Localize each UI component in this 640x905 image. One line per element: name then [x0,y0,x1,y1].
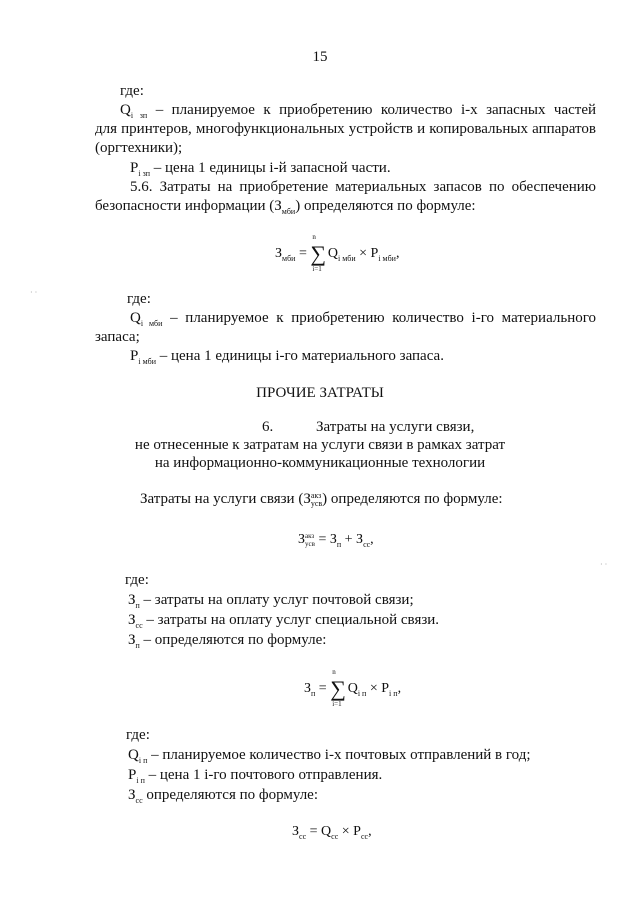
lhs: З [298,532,306,548]
lhs: З [275,246,283,261]
symbol-q-sub: i мби [140,319,163,328]
sub: мби [281,207,296,216]
formula-special [292,824,372,840]
q-sub: i мби [337,253,356,263]
section-6-number: 6. [262,419,274,435]
sigma: ∑ [330,676,346,701]
symbol-q: Q [120,102,131,118]
def-text: – цена 1 единицы i-й запасной части. [153,160,391,176]
def-q-mbi [130,309,596,327]
formula-postal [304,668,402,708]
symbol-p-sub: i мби [138,357,156,366]
def-z-special [128,611,439,629]
times: × [359,246,368,261]
sum-bottom: i=1 [332,700,342,708]
q: Q [327,246,338,261]
term2-sub: сс [363,540,371,550]
symbol-sub: сс [135,796,143,805]
def-q-postal [128,746,531,764]
section-6-title-line1: Затраты на услуги связи, [316,419,475,435]
p: P [353,824,361,839]
p-sub: i п [389,688,398,698]
q: Q [347,681,358,696]
section-6-title-line3: на информационно-коммуникационные технологии [154,455,486,471]
def-text: – планируемое к приобретению количество i-х запасных частей [155,102,597,118]
tail: , [370,532,374,548]
sub: усв [310,498,323,508]
p-sub: i мби [378,253,396,263]
formula-comm [298,532,374,548]
symbol: З [128,787,136,803]
heading-other-costs: ПРОЧИЕ ЗАТРАТЫ [256,385,384,401]
symbol-sub: п [135,601,140,610]
text: Затраты на услуги связи ( [140,491,304,507]
sup: акз [310,490,322,500]
where-label-3: где: [125,572,149,588]
symbol-p-sub: i зп [138,169,151,178]
q-sub: i п [357,688,367,698]
symbol: З [128,612,136,628]
plus: + [344,532,353,548]
section-5-6-line1: 5.6. Затраты на приобретение материальных запасов по обеспечению [130,179,596,195]
term2: З [356,532,364,548]
def-p-postal [128,766,382,784]
symbol-p: P [130,348,139,364]
symbol-sub: сс [135,621,143,630]
text: ) определяются по формуле: [295,198,476,214]
where-label-2: где: [127,291,151,307]
equals: = [318,681,327,696]
def-text: – затраты на оплату услуг почтовой связи; [143,592,414,608]
equals: = [318,532,327,548]
lhs-sub: мби [282,253,296,263]
symbol: З [303,491,311,507]
page-number: 15 [312,49,328,65]
def-text: – цена 1 единицы i-го материального запаса. [159,348,444,364]
comm-intro [140,490,503,508]
section-6-title-line2: не отнесенные к затратам на услуги связи в рамках затрат [134,437,506,453]
def-text: – затраты на оплату услуг специальной связи. [146,612,440,628]
sigma: ∑ [310,241,327,266]
def-z-special-formula [128,786,318,804]
sum-symbol [330,668,346,708]
q-sub: сс [331,831,339,841]
lhs-sub: п [311,688,316,698]
symbol: Q [128,747,139,763]
lhs: З [304,681,312,696]
term1-sub: п [336,540,342,550]
symbol-q: Q [130,310,141,326]
sum-top: n [312,233,316,241]
sum-bottom: i=1 [312,265,322,273]
tail: , [368,824,372,839]
symbol-sub: i п [138,756,148,765]
where-label-4: где: [126,727,150,743]
def-text: – планируемое к приобретению количество i-го материального [170,310,596,326]
def-text: – планируемое количество i-х почтовых отправлений в год; [151,747,531,763]
lhs-sub: сс [299,831,307,841]
symbol-sub: п [135,641,140,650]
symbol-q-sub: i зп [130,111,148,120]
times: × [369,681,378,696]
lhs-sub: усв [305,540,315,548]
formula-mbi [275,233,400,273]
def-q-line2: для принтеров, многофункциональных устройств и копировальных аппаратов [95,121,596,137]
def-z-postal [128,591,414,609]
sum-top: n [332,668,336,676]
where-label-1: где: [120,83,144,99]
symbol-p: P [130,160,139,176]
sum-symbol [310,233,327,273]
lhs-sup: акз [305,532,315,540]
scan-speck: · · [30,288,38,297]
def-text: – цена 1 i-го почтового отправления. [148,767,383,783]
tail: , [397,681,402,696]
symbol: З [128,592,136,608]
p: P [370,246,379,261]
def-q-spare-parts [120,101,596,119]
def-text: – определяются по формуле: [143,632,327,648]
tail: , [395,246,400,261]
symbol: P [128,767,137,783]
times: × [341,824,350,839]
p-sub: сс [360,831,369,841]
equals: = [298,246,307,261]
text: безопасности информации (З [95,198,282,214]
def-p-mbi [130,347,444,365]
lhs: З [292,824,300,839]
scan-speck: · · [600,560,608,569]
def-q-line3: (оргтехники); [95,140,183,156]
section-5-6-line2 [95,197,476,215]
equals: = [309,824,318,839]
symbol: З [128,632,136,648]
def-q-mbi-line2: запаса; [95,329,140,345]
def-text: определяются по формуле: [146,787,319,803]
symbol-sub: i п [136,776,145,785]
q: Q [321,824,332,839]
text: ) определяются по формуле: [322,491,503,507]
p: P [381,681,390,696]
def-p-spare-parts [130,159,391,177]
term1: З [329,532,337,548]
def-z-postal-formula [128,631,326,649]
